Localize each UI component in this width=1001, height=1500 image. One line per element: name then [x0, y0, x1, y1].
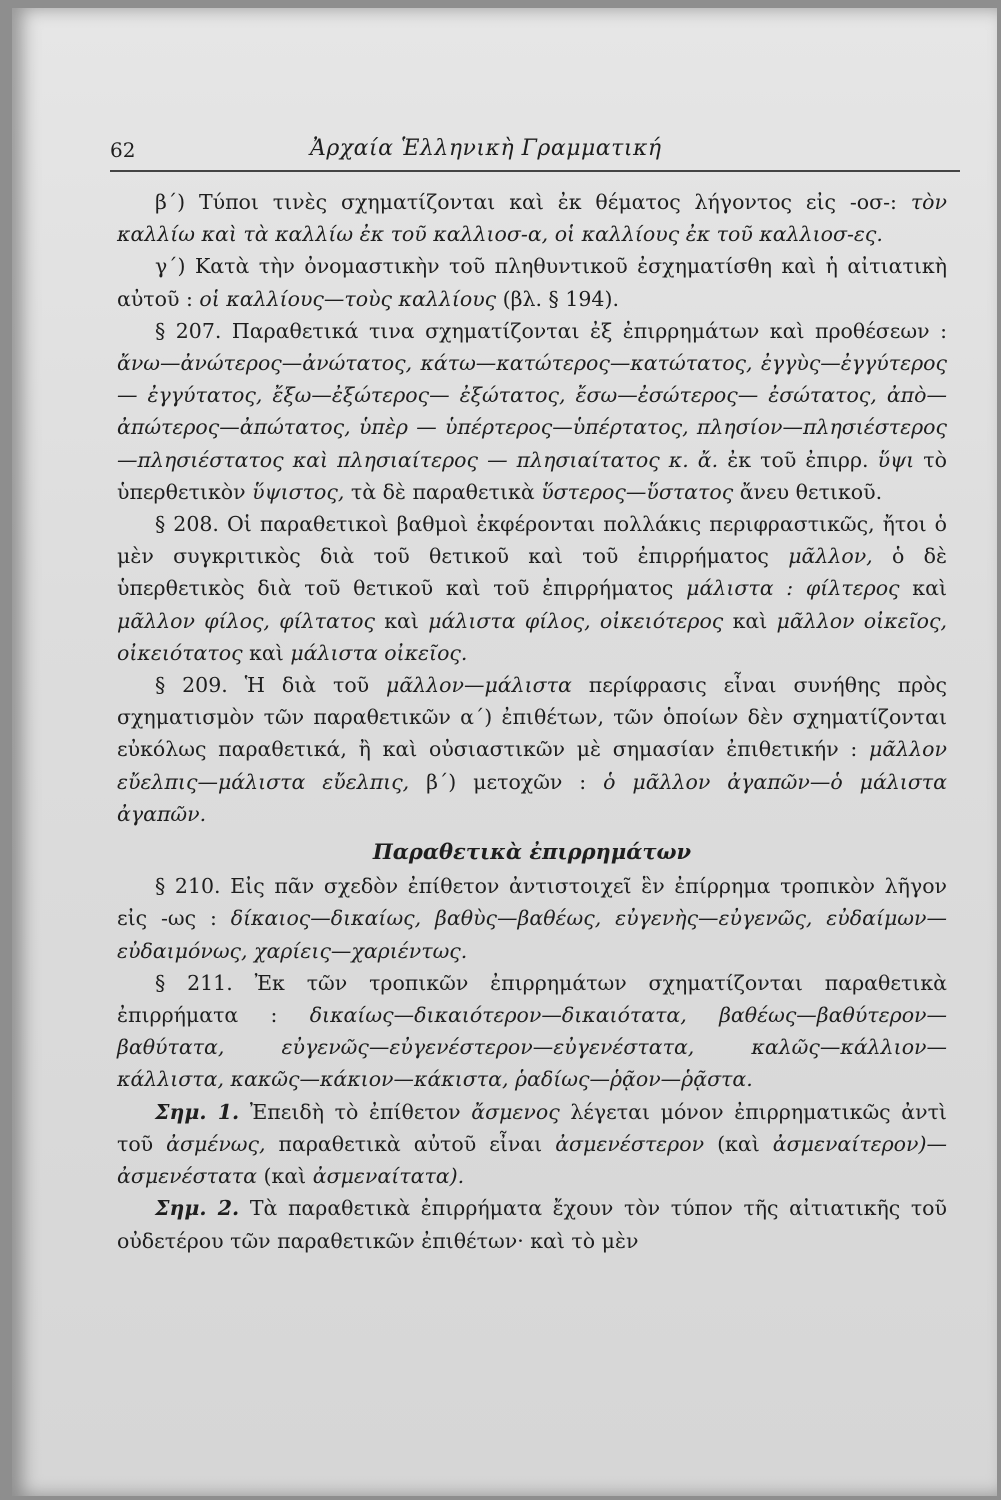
para-b-intro: β΄) Τύποι τινὲς σχηματίζονται καὶ ἐκ θέματος λήγοντος εἰς -οσ-:: [155, 190, 897, 214]
s207-mid2: τὸ ὑπερθετικὸν: [117, 447, 947, 504]
note-2-label: Σημ. 2.: [155, 1196, 240, 1221]
note-1-e5: ἀσμεναίτατα).: [312, 1164, 465, 1189]
running-title: Ἀρχαία Ἑλληνικὴ Γραμματική: [310, 136, 662, 161]
para-g-ref: (βλ. § 194).: [502, 286, 619, 311]
page-number: 62: [110, 138, 136, 162]
s208-ex1: μᾶλλον,: [788, 544, 873, 569]
note-1-t3: παραθετικὰ αὐτοῦ εἶναι: [278, 1131, 543, 1156]
s211-lead: § 211. Ἐκ τῶν τροπικῶν ἐπιρρημάτων σχηματίζονται παραθετικὰ ἐπιρρήματα :: [117, 970, 947, 1028]
s207-examples: ἄνω—ἀνώτερος—ἀνώτατος, κάτω—κατώτερος—κατώτατος, ἐγγὺς—ἐγγύτερος — ἐγγύτατος, ἔξω—ἐξώτερος— ἐξώτατος, ἔσω—ἐσώτερος— ἐσώτατος, ἀπὸ—ἀπώτερος—ἀπώτατος, ὑπὲρ — ὑπέρτερος—ὑπέρτατος, πλησίον—πλησιέστερος—πλησιέστατος καὶ πλησιαίτερος — πλησιαίτατος κ. ἄ.: [117, 351, 947, 472]
s208-k4: καὶ: [249, 640, 284, 665]
s207-mid: ἐκ τοῦ ἐπιρρ.: [727, 447, 869, 472]
note-1-e2: ἀσμένως,: [166, 1131, 266, 1156]
note-1-t1: Ἐπειδὴ τὸ ἐπίθετον: [249, 1099, 461, 1124]
page-body: [117, 186, 947, 1257]
note-1-t2: λέγεται μόνον ἐπιρρηματικῶς ἀντὶ τοῦ: [117, 1099, 947, 1156]
s209-mid2: β΄) μετοχῶν :: [426, 769, 587, 794]
s208-ex5: μᾶλλον οἰκεῖος, οἰκειότατος: [117, 608, 947, 665]
s207-ex4: ὕστερος—ὕστατος: [541, 479, 734, 504]
s211-examples: δικαίως—δικαιότερον—δικαιότατα, βαθέως—βαθύτερον—βαθύτατα, εὐγενῶς—εὐγενέστερον—εὐγενέστατα, καλῶς—κάλλιον—κάλλιστα, κακῶς—κάκιον—κάκιστα, ῥαδίως—ῥᾷον—ῥᾷστα.: [117, 1003, 948, 1092]
s209-ex1: μᾶλλον—μάλιστα: [386, 673, 572, 698]
paragraph-g: [117, 250, 947, 314]
paragraph-b: [117, 186, 947, 250]
note-1-e4: ἀσμεναίτερον)—ἀσμενέστατα: [117, 1131, 947, 1189]
s208-ex3: μᾶλλον φίλος, φίλτατος: [117, 608, 375, 633]
note-1-e1: ἄσμενος: [471, 1099, 560, 1124]
s207-ex2: ὕψι: [877, 447, 915, 472]
s210-lead: § 210. Εἰς πᾶν σχεδὸν ἐπίθετον ἀντιστοιχεῖ ἓν ἐπίρρημα τροπικὸν λῆγον εἰς -ως :: [117, 874, 947, 931]
note-1-t5: (καὶ: [263, 1164, 307, 1189]
s208-ex2: μάλιστα : φίλτερος: [686, 576, 900, 601]
s208-ex6: μάλιστα οἰκεῖος.: [290, 640, 468, 665]
book-page: [12, 8, 997, 1496]
section-209: [117, 669, 947, 830]
section-207: [117, 315, 947, 508]
s209-lead: § 209. Ἡ διὰ τοῦ: [155, 673, 370, 698]
s208-k1: καὶ: [912, 576, 947, 601]
s207-tail: ἄνευ θετικοῦ.: [739, 479, 883, 504]
page-header: [110, 136, 960, 172]
s209-ex2: μᾶλλον εὔελπις—μάλιστα εὔελπις,: [117, 737, 947, 794]
s207-ex3: ὕψιστος,: [252, 479, 345, 504]
para-b-examples: τὸν καλλίω καὶ τὰ καλλίω ἐκ τοῦ καλλιοσ-α, οἱ καλλίους ἐκ τοῦ καλλιοσ-ες.: [117, 190, 947, 247]
s207-lead: § 207. Παραθετικά τινα σχηματίζονται ἐξ ἐπιρρημάτων καὶ προθέσεων :: [155, 318, 947, 343]
note-1-e3: ἀσμενέστερον: [555, 1131, 705, 1156]
para-g-text: γ΄) Κατὰ τὴν ὀνομαστικὴν τοῦ πληθυντικοῦ ἐσχηματίσθη καὶ ἡ αἰτιατικὴ αὐτοῦ :: [117, 254, 947, 311]
para-g-example: οἱ καλλίους—τοὺς καλλίους: [199, 286, 497, 311]
note-2-text: Τὰ παραθετικὰ ἐπιρρήματα ἔχουν τὸν τύπον τῆς αἰτιατικῆς τοῦ οὐδετέρου τῶν παραθετικῶν ἐπιθέτων· καὶ τὸ μὲν: [117, 1196, 947, 1253]
note-2: [117, 1192, 947, 1256]
section-210: [117, 870, 947, 967]
s208-ex4: μάλιστα φίλος, οἰκειότερος: [428, 608, 724, 633]
s208-lead: § 208. Οἱ παραθετικοὶ βαθμοὶ ἐκφέρονται πολλάκις περιφραστικῶς, ἤτοι ὁ μὲν συγκριτικὸς διὰ τοῦ θετικοῦ καὶ τοῦ ἐπιρρήματος: [117, 512, 947, 569]
s210-examples: δίκαιος—δικαίως, βαθὺς—βαθέως, εὐγενὴς—εὐγενῶς, εὐδαίμων—εὐδαιμόνως, χαρίεις—χαριέντως.: [117, 906, 947, 963]
section-heading: Παραθετικὰ ἐπιρρημάτων: [372, 839, 692, 865]
s208-k3: καὶ: [732, 608, 768, 633]
note-1-label: Σημ. 1.: [155, 1099, 240, 1124]
s208-k2: καὶ: [384, 608, 419, 633]
s209-mid: περίφρασις εἶναι συνήθης πρὸς σχηματισμὸν τῶν παραθετικῶν α΄) ἐπιθέτων, τῶν ὁποίων δὲν σχηματίζονται εὐκόλως παραθετικά, ἢ καὶ οὐσιαστικῶν μὲ σημασίαν ἐπιθετικήν :: [117, 673, 947, 762]
note-1-t4: (καὶ: [717, 1131, 760, 1156]
s208-mid: ὁ δὲ ὑπερθετικὸς διὰ τοῦ θετικοῦ καὶ τοῦ ἐπιρρήματος: [117, 544, 947, 601]
s207-mid3: τὰ δὲ παραθετικὰ: [350, 479, 535, 504]
section-208: [117, 508, 947, 669]
s209-ex3: ὁ μᾶλλον ἀγαπῶν—ὁ μάλιστα ἀγαπῶν.: [117, 769, 947, 826]
section-211: [117, 967, 947, 1096]
note-1: [117, 1096, 947, 1193]
